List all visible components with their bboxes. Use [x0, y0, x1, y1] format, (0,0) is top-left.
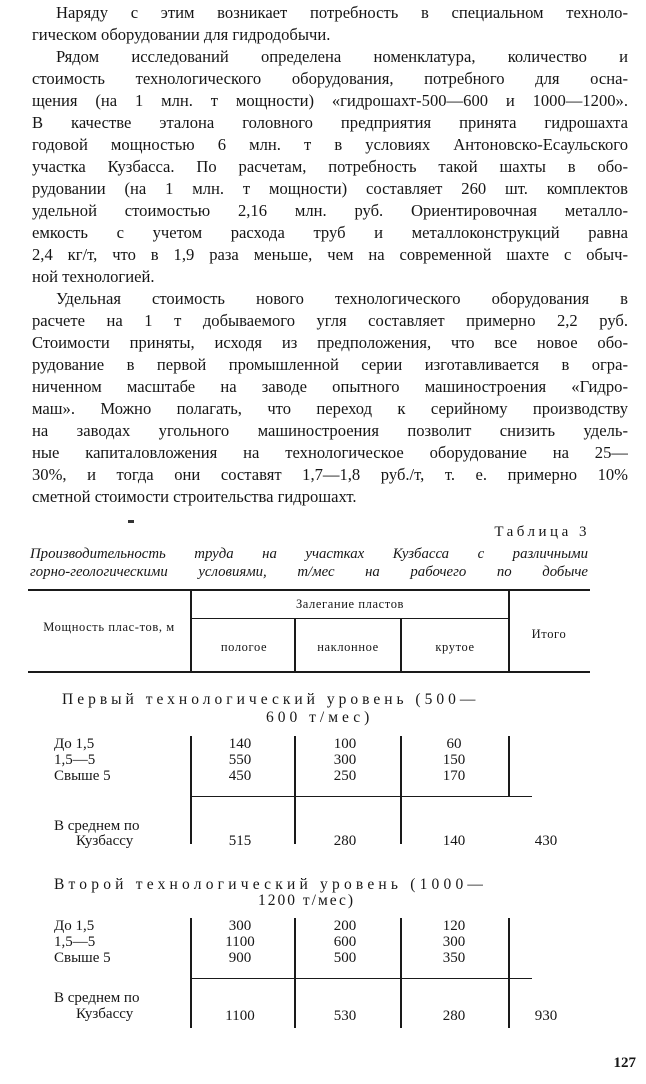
table-label: Таблица 3 [494, 524, 590, 540]
section-title: 600 т/мес) [266, 709, 374, 726]
page-number: 127 [613, 1055, 636, 1071]
section-title: Второй технологический уровень (1000— [54, 876, 488, 893]
text-line: 2,4 кг/т, что в 1,9 раза меньше, чем на современной шахте с обыч- [32, 245, 628, 264]
table-cell: 280 [442, 1008, 466, 1024]
table-rule-section [190, 796, 532, 797]
text-line: щения (на 1 млн. т мощности) «гидрошахт-500—600 и 1000—1200». [32, 91, 628, 110]
table-cell: 280 [333, 833, 357, 849]
row-label: До 1,5 [54, 736, 95, 752]
table-rule-section [190, 978, 532, 979]
text-line: стоимость технологического оборудования, потребного для осна- [32, 69, 628, 88]
table-cell: 930 [534, 1008, 558, 1024]
table-col-divider [508, 736, 510, 796]
avg-label: Кузбассу [76, 1006, 134, 1022]
print-mark [128, 520, 134, 523]
text-line: ные капиталовложения на технологическое оборудование на 25— [32, 443, 628, 462]
table-cell: 170 [442, 768, 466, 784]
table-cell: 430 [534, 833, 558, 849]
text-line: гическом оборудовании для гидродобычи. [32, 25, 331, 44]
table-cell: 140 [228, 736, 252, 752]
table-rule-top [28, 589, 590, 591]
table-cell: 550 [228, 752, 252, 768]
text-line: В качестве эталона головного предприятия принята гидрошахта [32, 113, 628, 132]
text-line: емкость с учетом расхода труб и металлоконструкций равна [32, 223, 628, 242]
table-cell: 120 [442, 918, 466, 934]
table-cell: 150 [442, 752, 466, 768]
avg-label: В среднем по [54, 818, 140, 834]
table-col-divider [294, 918, 296, 1028]
header-steep: крутое [435, 640, 475, 654]
table-cell: 300 [228, 918, 252, 934]
row-label: 1,5—5 [54, 752, 96, 768]
text-line: маш». Можно полагать, что переход к серийному производству [32, 399, 628, 418]
text-line: сметной стоимости строительства гидрошахт. [32, 487, 357, 506]
row-label: До 1,5 [54, 918, 95, 934]
text-line: расчете на 1 т добываемого угля составляет примерно 2,2 руб. [32, 311, 628, 330]
table-col-divider [190, 918, 192, 1028]
table-col-divider [400, 736, 402, 844]
table-cell: 1100 [225, 1008, 255, 1024]
text-line: на заводах угольного машиностроения позволит снизить удель- [32, 421, 628, 440]
table-cell: 100 [333, 736, 357, 752]
header-total: Итого [531, 627, 567, 641]
header-thickness: Мощность плас-тов, м [43, 620, 175, 634]
table-cell: 60 [446, 736, 462, 752]
table-cell: 500 [333, 950, 357, 966]
table-col-divider [294, 736, 296, 844]
table-cell: 530 [333, 1008, 357, 1024]
section-title: 1200 т/мес) [258, 892, 356, 909]
section-title: Первый технологический уровень (500— [62, 691, 480, 708]
table-cell: 900 [228, 950, 252, 966]
row-label: Свыше 5 [54, 950, 111, 966]
text-line: ниченном масштабе на заводе опытного машиностроения «Гидро- [32, 377, 628, 396]
text-line: участка Кузбасса. По расчетам, потребность такой шахты в обо- [32, 157, 628, 176]
table-cell: 200 [333, 918, 357, 934]
text-line: рудовании (на 1 млн. т мощности) составляет 260 шт. комплектов [32, 179, 628, 198]
text-line: удельной стоимостью 2,16 млн. руб. Ориентировочная металло- [32, 201, 628, 220]
table-cell: 140 [442, 833, 466, 849]
table-cell: 515 [228, 833, 252, 849]
header-gentle: пологое [220, 640, 268, 654]
text-line: 30%, и тогда они составят 1,7—1,8 руб./т, т. е. примерно 10% [32, 465, 628, 484]
text-line: годовой мощностью 6 млн. т в условиях Антоновско-Есаульского [32, 135, 628, 154]
table-cell: 300 [442, 934, 466, 950]
text-line: Стоимости приняты, исходя из предположения, что все новое обо- [32, 333, 628, 352]
avg-label: В среднем по [54, 990, 140, 1006]
table-cell: 350 [442, 950, 466, 966]
text-line: Наряду с этим возникает потребность в специальном техноло- [56, 3, 628, 22]
table-cell: 600 [333, 934, 357, 950]
avg-label: Кузбассу [76, 833, 134, 849]
header-inclined: наклонное [317, 640, 379, 654]
text-line: Удельная стоимость нового технологического оборудования в [56, 289, 628, 308]
header-bedding-group: Залегание пластов [295, 597, 405, 611]
table-cell: 300 [333, 752, 357, 768]
table-rule-group [192, 618, 508, 619]
row-label: Свыше 5 [54, 768, 111, 784]
table-title: горно-геологическими условиями, т/мес на рабочего по добыче [30, 564, 588, 580]
table-cell: 450 [228, 768, 252, 784]
text-line: Рядом исследований определена номенклатура, количество и [56, 47, 628, 66]
table-cell: 250 [333, 768, 357, 784]
text-line: ной технологией. [32, 267, 155, 286]
text-line: рудование в первой промышленной серии изготавливается в огра- [32, 355, 628, 374]
row-label: 1,5—5 [54, 934, 96, 950]
table-col-divider [400, 918, 402, 1028]
table-cell: 1100 [225, 934, 255, 950]
table-col-divider [190, 736, 192, 844]
table-title: Производительность труда на участках Кузбасса с различными [30, 546, 588, 562]
body-text [32, 2, 628, 508]
table-rule-header [28, 671, 590, 673]
